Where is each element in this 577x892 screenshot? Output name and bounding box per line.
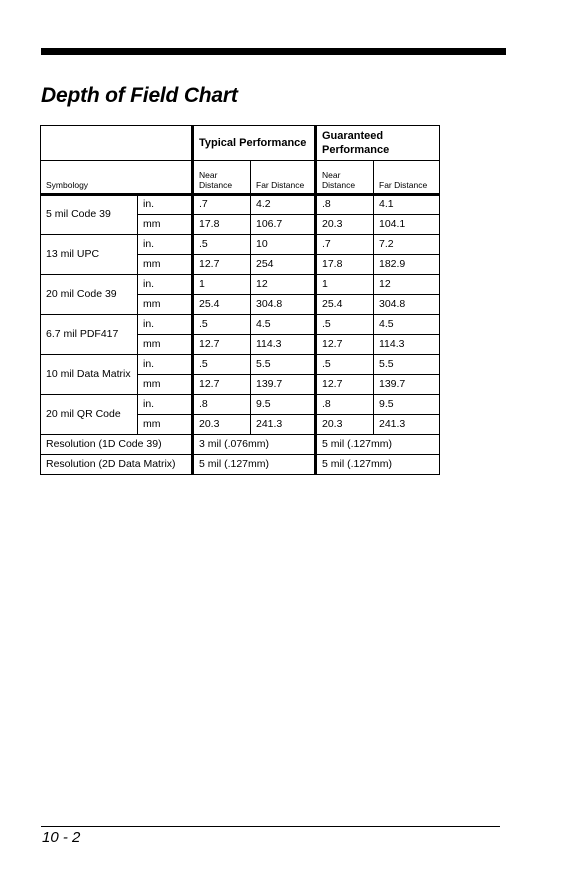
unit-cell: mm — [138, 335, 193, 355]
guaranteed-far-cell: 104.1 — [374, 215, 440, 235]
typical-near-cell: .5 — [193, 355, 251, 375]
unit-cell: in. — [138, 395, 193, 415]
typical-performance-header: Typical Performance — [193, 126, 316, 161]
typical-far-cell: 106.7 — [251, 215, 316, 235]
unit-cell: in. — [138, 355, 193, 375]
resolution-label: Resolution (2D Data Matrix) — [41, 455, 193, 475]
table-row — [41, 395, 440, 415]
typical-far-header: Far Distance — [251, 161, 316, 195]
unit-cell: mm — [138, 295, 193, 315]
guaranteed-far-cell: 5.5 — [374, 355, 440, 375]
header-blank-cell — [41, 126, 193, 161]
unit-cell: mm — [138, 215, 193, 235]
table-subheader-row — [41, 161, 440, 195]
typical-far-cell: 10 — [251, 235, 316, 255]
typical-far-cell: 304.8 — [251, 295, 316, 315]
guaranteed-resolution-cell: 5 mil (.127mm) — [316, 435, 440, 455]
typical-near-cell: .5 — [193, 235, 251, 255]
unit-cell: in. — [138, 195, 193, 215]
top-rule — [41, 48, 506, 55]
guaranteed-far-cell: 304.8 — [374, 295, 440, 315]
bottom-rule — [41, 826, 500, 827]
guaranteed-performance-header: Guaranteed Performance — [316, 126, 440, 161]
guaranteed-far-header: Far Distance — [374, 161, 440, 195]
symbology-header: Symbology — [41, 161, 193, 195]
typical-near-cell: 12.7 — [193, 335, 251, 355]
typical-far-cell: 139.7 — [251, 375, 316, 395]
guaranteed-near-cell: 20.3 — [316, 415, 374, 435]
typical-near-cell: 17.8 — [193, 215, 251, 235]
unit-cell: in. — [138, 315, 193, 335]
table-row — [41, 355, 440, 375]
guaranteed-near-cell: .7 — [316, 235, 374, 255]
guaranteed-far-cell: 12 — [374, 275, 440, 295]
symbology-cell: 13 mil UPC — [41, 235, 138, 275]
guaranteed-near-header: Near Distance — [316, 161, 374, 195]
typical-far-cell: 9.5 — [251, 395, 316, 415]
table-header-row — [41, 126, 440, 161]
guaranteed-near-cell: 17.8 — [316, 255, 374, 275]
guaranteed-far-cell: 182.9 — [374, 255, 440, 275]
typical-near-cell: 1 — [193, 275, 251, 295]
guaranteed-near-cell: .5 — [316, 355, 374, 375]
guaranteed-far-cell: 9.5 — [374, 395, 440, 415]
unit-cell: in. — [138, 235, 193, 255]
unit-cell: mm — [138, 255, 193, 275]
table-row — [41, 315, 440, 335]
unit-cell: in. — [138, 275, 193, 295]
guaranteed-far-cell: 7.2 — [374, 235, 440, 255]
symbology-cell: 20 mil QR Code — [41, 395, 138, 435]
table-row — [41, 235, 440, 255]
typical-near-cell: 12.7 — [193, 255, 251, 275]
symbology-cell: 5 mil Code 39 — [41, 195, 138, 235]
guaranteed-far-cell: 4.1 — [374, 195, 440, 215]
typical-near-cell: .5 — [193, 315, 251, 335]
symbology-cell: 6.7 mil PDF417 — [41, 315, 138, 355]
table-row — [41, 195, 440, 215]
typical-resolution-cell: 5 mil (.127mm) — [193, 455, 316, 475]
typical-far-cell: 114.3 — [251, 335, 316, 355]
resolution-label: Resolution (1D Code 39) — [41, 435, 193, 455]
guaranteed-near-cell: 1 — [316, 275, 374, 295]
typical-near-cell: .8 — [193, 395, 251, 415]
typical-near-cell: .7 — [193, 195, 251, 215]
typical-near-cell: 12.7 — [193, 375, 251, 395]
typical-far-cell: 12 — [251, 275, 316, 295]
guaranteed-far-cell: 4.5 — [374, 315, 440, 335]
depth-of-field-table — [40, 125, 440, 475]
typical-far-cell: 4.5 — [251, 315, 316, 335]
typical-far-cell: 5.5 — [251, 355, 316, 375]
guaranteed-far-cell: 139.7 — [374, 375, 440, 395]
typical-far-cell: 4.2 — [251, 195, 316, 215]
guaranteed-near-cell: 25.4 — [316, 295, 374, 315]
guaranteed-near-cell: .5 — [316, 315, 374, 335]
typical-far-cell: 254 — [251, 255, 316, 275]
guaranteed-near-cell: 12.7 — [316, 375, 374, 395]
typical-near-cell: 20.3 — [193, 415, 251, 435]
typical-near-header: Near Distance — [193, 161, 251, 195]
guaranteed-resolution-cell: 5 mil (.127mm) — [316, 455, 440, 475]
resolution-row — [41, 435, 440, 455]
guaranteed-near-cell: 20.3 — [316, 215, 374, 235]
guaranteed-near-cell: .8 — [316, 195, 374, 215]
resolution-row — [41, 455, 440, 475]
unit-cell: mm — [138, 415, 193, 435]
typical-resolution-cell: 3 mil (.076mm) — [193, 435, 316, 455]
guaranteed-far-cell: 241.3 — [374, 415, 440, 435]
guaranteed-near-cell: .8 — [316, 395, 374, 415]
table-row — [41, 275, 440, 295]
typical-near-cell: 25.4 — [193, 295, 251, 315]
unit-cell: mm — [138, 375, 193, 395]
symbology-cell: 10 mil Data Matrix — [41, 355, 138, 395]
guaranteed-near-cell: 12.7 — [316, 335, 374, 355]
page-number: 10 - 2 — [42, 829, 81, 846]
page-title: Depth of Field Chart — [41, 84, 238, 107]
guaranteed-far-cell: 114.3 — [374, 335, 440, 355]
symbology-cell: 20 mil Code 39 — [41, 275, 138, 315]
typical-far-cell: 241.3 — [251, 415, 316, 435]
